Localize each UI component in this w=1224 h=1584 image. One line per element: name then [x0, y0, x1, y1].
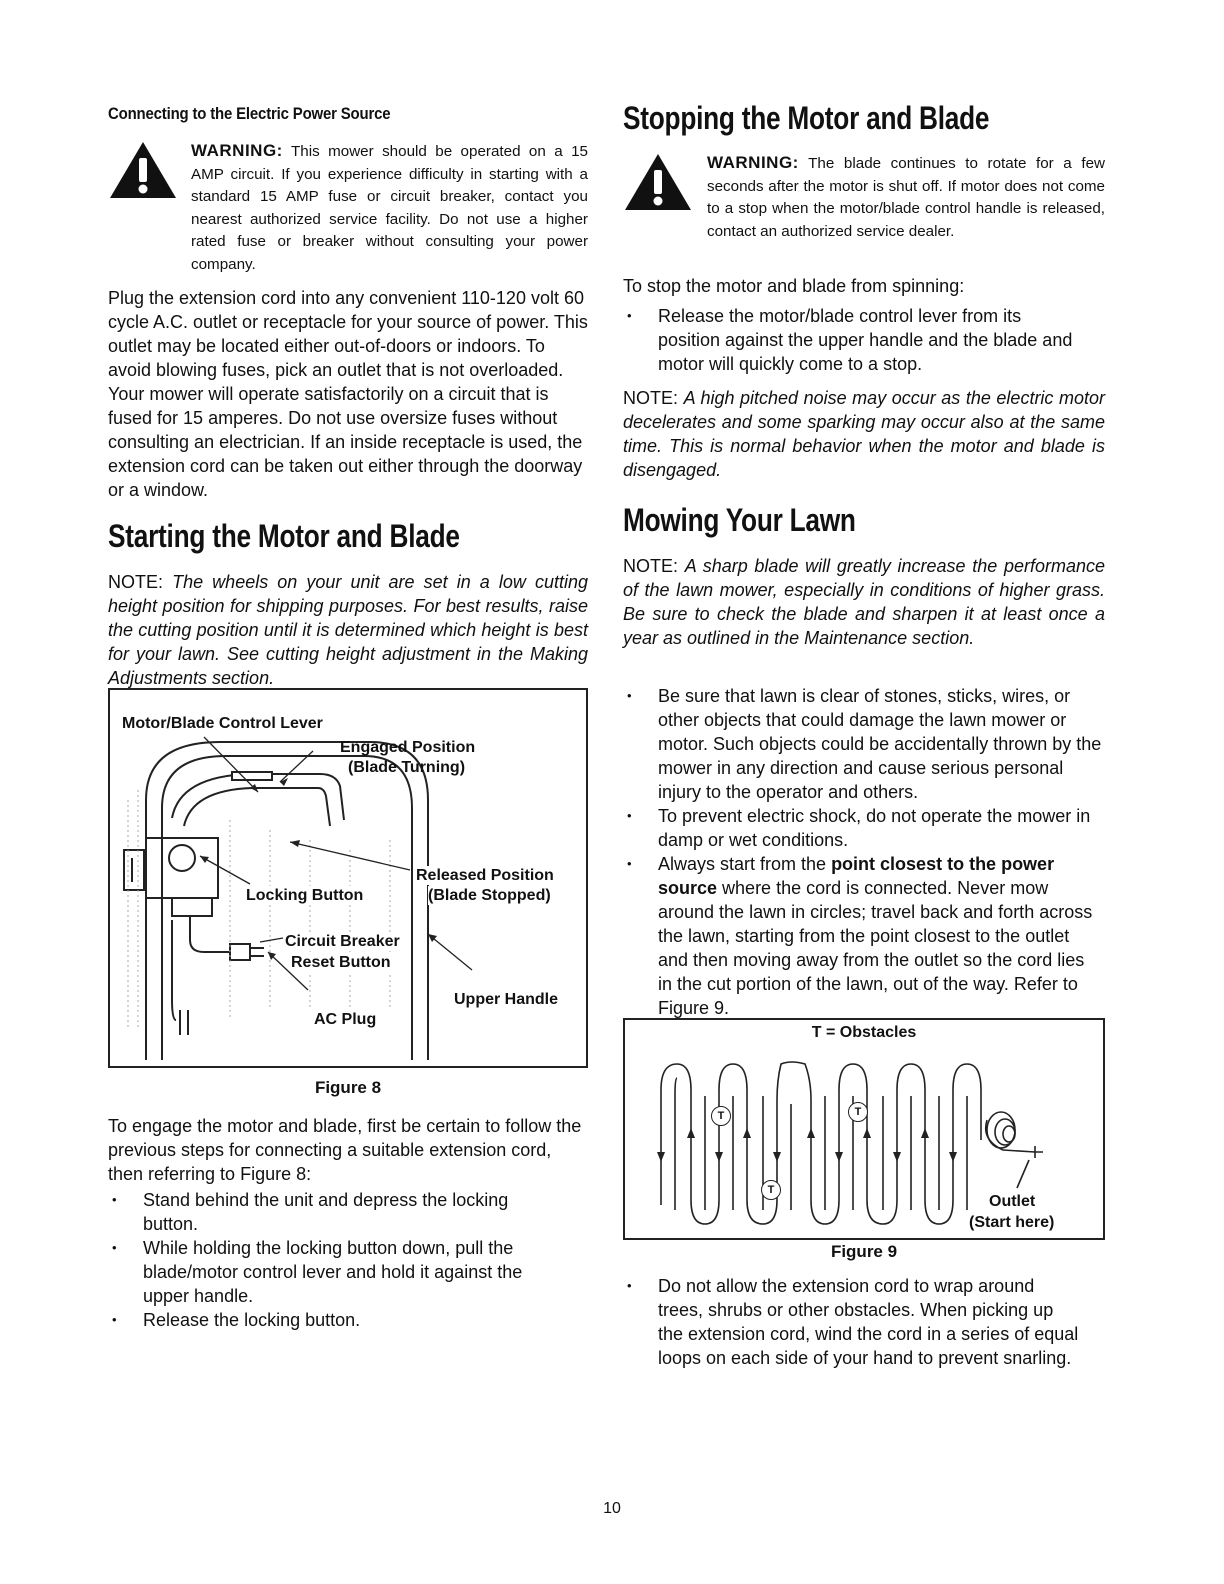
note-shipping	[108, 570, 588, 690]
label-outlet: Outlet	[989, 1193, 1036, 1210]
stop-intro: To stop the motor and blade from spinning:	[623, 276, 965, 296]
label-circuit-breaker-2: Reset Button	[291, 954, 391, 971]
engage-paragraph: To engage the motor and blade, first be certain to follow the previous steps for connecting a suitable extension cord, then referring to Figure 8:	[108, 1116, 582, 1184]
label-upper-handle: Upper Handle	[454, 991, 559, 1008]
label-control-lever: Motor/Blade Control Lever	[122, 715, 323, 732]
starting-heading: Starting the Motor and Blade	[108, 518, 460, 554]
list-item	[623, 852, 1103, 1020]
warning-block-power	[108, 140, 588, 276]
stopping-heading: Stopping the Motor and Blade	[623, 100, 990, 136]
label-engaged-2: (Blade Turning)	[348, 759, 466, 776]
note-label: NOTE:	[108, 572, 164, 592]
page-number: 10	[603, 1500, 621, 1517]
list-item: • To prevent electric shock, do not operate the mower in damp or wet conditions.	[623, 804, 1103, 852]
list-item: • Do not allow the extension cord to wrap around trees, shrubs or other obstacles. When picking up the extension cord, wind the cord in a series of equal loops on each side of your hand to prevent snarling.	[623, 1274, 1083, 1370]
list-item: • Release the motor/blade control lever from its position against the upper handle and the blade and motor will quickly come to a stop.	[623, 304, 1083, 376]
engage-steps	[108, 1188, 558, 1332]
step-text-pre: Always start from the	[658, 854, 827, 874]
list-item: • Release the locking button.	[108, 1308, 558, 1332]
warning-block-blade	[623, 152, 1105, 243]
figure-9	[623, 1018, 1105, 1240]
warning-label: WARNING:	[707, 153, 799, 172]
list-item: • While holding the locking button down, pull the blade/motor control lever and hold it against the upper handle.	[108, 1236, 558, 1308]
label-locking-button: Locking Button	[246, 887, 364, 904]
warning-icon	[623, 152, 693, 243]
figure-9-legend: T = Obstacles	[811, 1024, 917, 1041]
note-text: The wheels on your unit are set in a low cutting height position for shipping purposes. For best results, raise the cutting position until it is determined which height is best for your lawn. See cutting height adjustment in the Making Adjustments section.	[108, 572, 588, 688]
step-text-post: where the cord is connected. Never mow around the lawn in circles; travel back and forth across the lawn, starting from the point closest to the outlet and then moving away from the outlet so the cord lies in the cut portion of the lawn, out of the way. Refer to Figure 9.	[658, 878, 1093, 1018]
plug-paragraph: Plug the extension cord into any convenient 110-120 volt 60 cycle A.C. outlet or receptacle for your source of power. This outlet may be located either out-of-doors or indoors. To avoid blowing fuses, pick an outlet that is not overloaded. Your mower will operate satisfactorily on a circuit that is fused for 15 amperes. Do not use oversize fuses without consulting an electrician. If an inside receptacle is used, the extension cord can be taken out either through the doorway or a window.	[108, 288, 588, 500]
label-engaged-1: Engaged Position	[340, 739, 476, 756]
warning-text: This mower should be operated on a 15 AMP circuit. If you experience difficulty in starting with a standard 15 AMP fuse or circuit breaker, contact you nearest authorized service facility. Do not use a higher rated fuse or breaker without consulting your power company.	[191, 143, 589, 273]
list-item: • Be sure that lawn is clear of stones, sticks, wires, or other objects that could damage the lawn mower or motor. Such objects could be accidentally thrown by the mower in any direction and cause serious personal injury to the operator and others.	[623, 684, 1103, 804]
figure-9-caption: Figure 9	[830, 1242, 898, 1261]
figure-8-caption: Figure 8	[314, 1078, 382, 1097]
note-text: A high pitched noise may occur as the electric motor decelerates and some sparking may occur also at the same time. This is normal behavior when the motor and blade is disengaged.	[623, 388, 1105, 480]
mow-steps	[623, 684, 1103, 1020]
figure-8	[108, 688, 588, 1068]
step-text-bold: point closest to the power source	[658, 854, 1055, 898]
note-label: NOTE:	[623, 556, 679, 576]
note-sharp-blade	[623, 554, 1105, 650]
warning-label: WARNING:	[191, 141, 283, 160]
obstacle-marker: T	[761, 1180, 781, 1200]
note-noise	[623, 386, 1105, 482]
list-item: • Stand behind the unit and depress the locking button.	[108, 1188, 558, 1236]
warning-icon	[108, 140, 178, 276]
label-released-2: (Blade Stopped)	[428, 887, 551, 904]
mowing-heading: Mowing Your Lawn	[623, 502, 856, 538]
label-start-here: (Start here)	[969, 1214, 1055, 1231]
label-released-1: Released Position	[416, 867, 554, 884]
label-ac-plug: AC Plug	[314, 1011, 377, 1028]
warning-text: The blade continues to rotate for a few seconds after the motor is shut off. If motor does not come to a stop when the motor/blade control handle is released, contact an authorized service dealer.	[707, 155, 1105, 240]
note-text: A sharp blade will greatly increase the performance of the lawn mower, especially in conditions of higher grass. Be sure to check the blade and sharpen it at least once a year as outlined in the Maintenance section.	[623, 556, 1105, 648]
obstacle-marker: T	[711, 1106, 731, 1126]
connecting-heading: Connecting to the Electric Power Source	[108, 104, 391, 123]
cord-steps	[623, 1274, 1083, 1370]
note-label: NOTE:	[623, 388, 679, 408]
obstacle-marker: T	[848, 1102, 868, 1122]
label-circuit-breaker-1: Circuit Breaker	[285, 933, 400, 950]
stop-steps	[623, 304, 1083, 376]
